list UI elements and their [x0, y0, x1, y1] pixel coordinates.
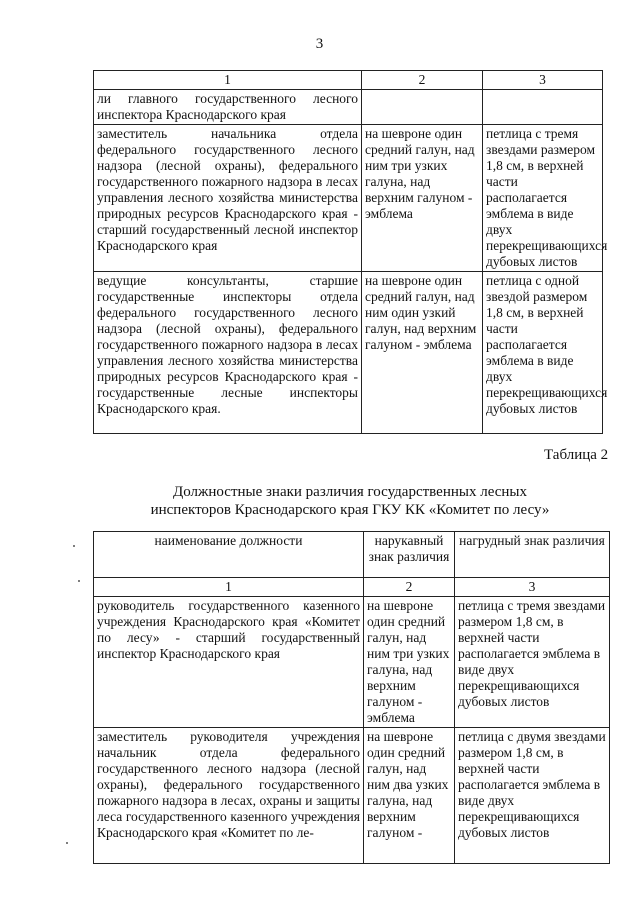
sleeve-sign-cell — [362, 90, 483, 125]
table-1 — [93, 70, 608, 434]
table-2-header-row — [94, 532, 610, 578]
table-2 — [93, 531, 610, 864]
position-cell: руководитель государственного казенного учреждения Краснодарского края «Комитет по лесу» - старший государственный инспектор Краснодарского края — [94, 597, 364, 728]
column-header-position: наименование должности — [94, 532, 364, 578]
position-cell: заместитель руководителя учреждения начальник отдела федерального государственного лесного надзора (лесной охраны), федерального государственного пожарного надзора в лесах, охраны и защиты леса государственного казенного учреждения Краснодарского края «Комитет по ле- — [94, 728, 364, 864]
sleeve-sign-cell: на шевроне один средний галун, над ним три узких галуна, над верхним галуном - эмблема — [364, 597, 455, 728]
position-cell: ли главного государственного лесного инспектора Краснодарского края — [94, 90, 362, 125]
chest-sign-cell: петлица с тремя звездами размером 1,8 см, в верхней части располагается эмблема в виде двух перекрещивающихся дубовых листов — [455, 597, 610, 728]
table-2-number-row — [94, 578, 610, 597]
page-number: 3 — [315, 36, 324, 52]
scan-speck — [78, 580, 80, 582]
scan-speck — [66, 842, 68, 844]
table-1-header-cell: 1 — [94, 71, 362, 90]
table-1-header-row — [94, 71, 603, 90]
column-header-chest-sign: нагрудный знак различия — [455, 532, 610, 578]
column-number: 1 — [94, 578, 364, 597]
sleeve-sign-cell: на шевроне один средний галун, над ним три узких галуна, над верхним галуном - эмблема — [362, 125, 483, 272]
table-2-label: Таблица 2 — [544, 447, 609, 463]
chest-sign-cell: петлица с одной звездой размером 1,8 см, в верхней части располагается эмблема в виде двух перекрещивающихся дубовых листов — [483, 272, 603, 434]
column-number: 2 — [364, 578, 455, 597]
table-1-header-cell: 3 — [483, 71, 603, 90]
table-2-title-line-1: Должностные знаки различия государственных лесных — [173, 484, 527, 500]
table-row — [94, 125, 603, 272]
table-row — [94, 597, 610, 728]
table-row — [94, 272, 603, 434]
column-number: 3 — [455, 578, 610, 597]
column-header-sleeve-sign: нарукавный знак различия — [364, 532, 455, 578]
chest-sign-cell: петлица с тремя звездами размером 1,8 см, в верхней части располагается эмблема в виде двух перекрещивающихся дубовых листов — [483, 125, 603, 272]
chest-sign-cell: петлица с двумя звездами размером 1,8 см, в верхней части располагается эмблема в виде двух перекрещивающихся дубовых листов — [455, 728, 610, 864]
sleeve-sign-cell: на шевроне один средний галун, над ним два узких галуна, над верхним галуном - — [364, 728, 455, 864]
table-2-title-line-2: инспекторов Краснодарского края ГКУ КК «Комитет по лесу» — [150, 502, 550, 518]
position-cell: заместитель начальника отдела федерального государственного лесного надзора (лесной охраны), федерального государственного пожарного надзора в лесах управления лесного хозяйства министерства природных ресурсов Краснодарского края - старший государственный лесной инспектор Краснодарского края — [94, 125, 362, 272]
table-row — [94, 90, 603, 125]
chest-sign-cell — [483, 90, 603, 125]
sleeve-sign-cell: на шевроне один средний галун, над ним один узкий галун, над верхним галуном - эмблема — [362, 272, 483, 434]
table-row — [94, 728, 610, 864]
position-cell: ведущие консультанты, старшие государственные инспекторы отдела федерального государственного лесного надзора (лесной охраны), федерального государственного пожарного надзора в лесах управления лесного хозяйства министерства природных ресурсов Краснодарского края - государственные лесные инспекторы Краснодарского края. — [94, 272, 362, 434]
scan-speck — [73, 545, 75, 547]
table-1-header-cell: 2 — [362, 71, 483, 90]
table-2-title — [100, 483, 600, 519]
